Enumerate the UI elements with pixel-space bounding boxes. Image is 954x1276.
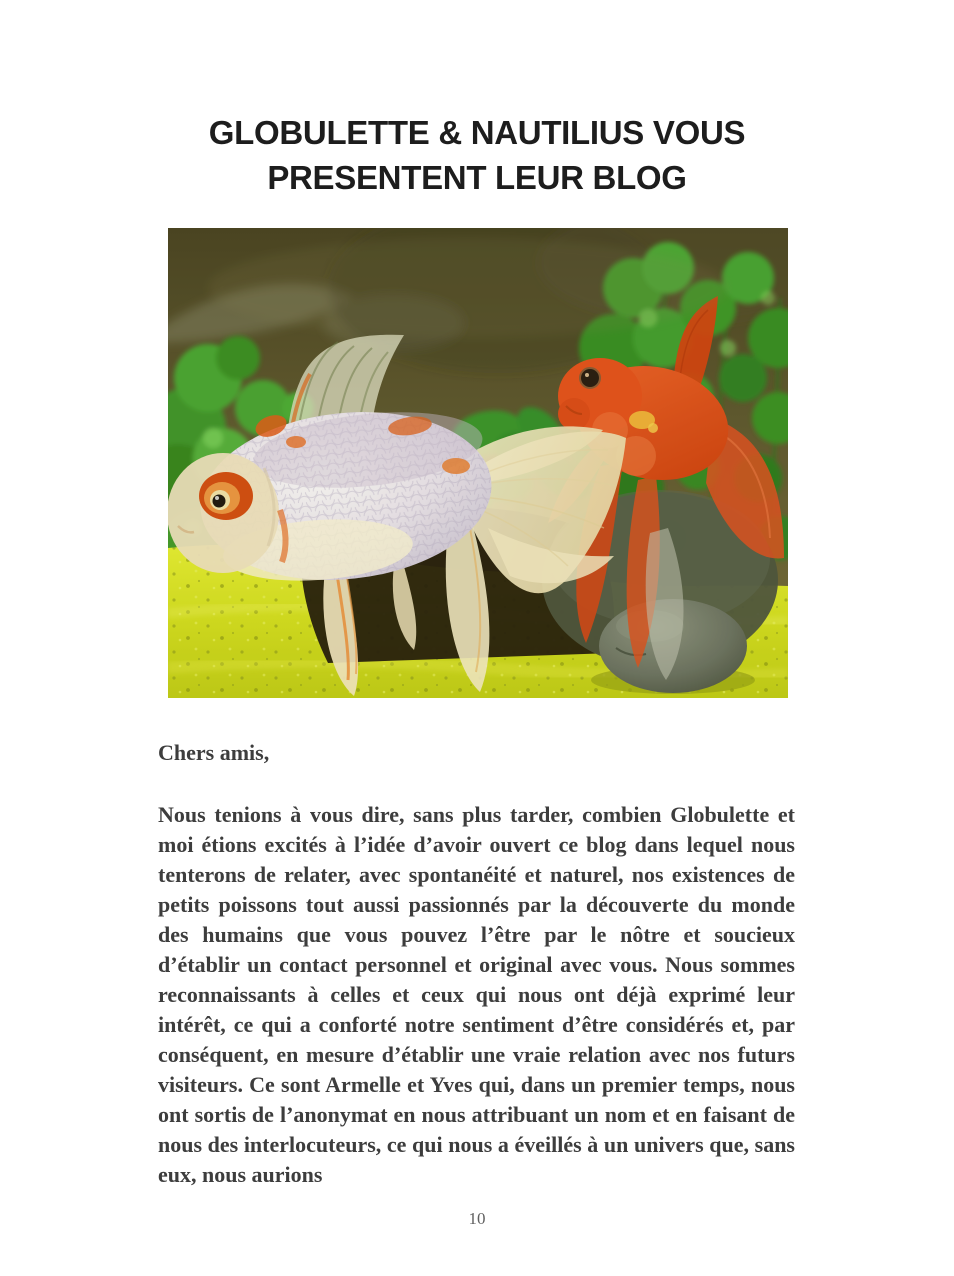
body-paragraph: Nous tenions à vous dire, sans plus tarder, combien Globulette et moi étions excités à l’idée d’avoir ouvert ce blog dans lequel nous tenterons de relater, avec spontanéité et naturel, nos existences de petits poissons tout aussi passionnés par la découverte du monde des humains que vous pouvez l’être par le nôtre et soucieux d’établir un contact personnel et original avec vous. Nous sommes reconnaissants à celles et ceux qui nous ont déjà exprimé leur intérêt, ce qui a conforté notre sentiment d’être considérés et, par conséquent, en mesure d’établir une vraie relation avec nos futurs visiteurs. Ce sont Armelle et Yves qui, dans un premier temps, nous ont sortis de l’anonymat en nous attribuant un nom et en faisant de nous des interlocuteurs, ce qui nous a éveillés à un univers que, sans eux, nous aurions	[158, 802, 795, 1187]
salutation: Chers amis,	[158, 740, 270, 765]
page-number: 10	[468, 1209, 486, 1228]
aquarium-photo	[168, 228, 788, 698]
page-title-line2: PRESENTENT LEUR BLOG	[267, 159, 687, 196]
water-tint	[168, 228, 788, 698]
page-title	[0, 0, 954, 200]
body-content	[158, 738, 795, 1190]
page-title-line1: GLOBULETTE & NAUTILIUS VOUS	[208, 114, 746, 151]
